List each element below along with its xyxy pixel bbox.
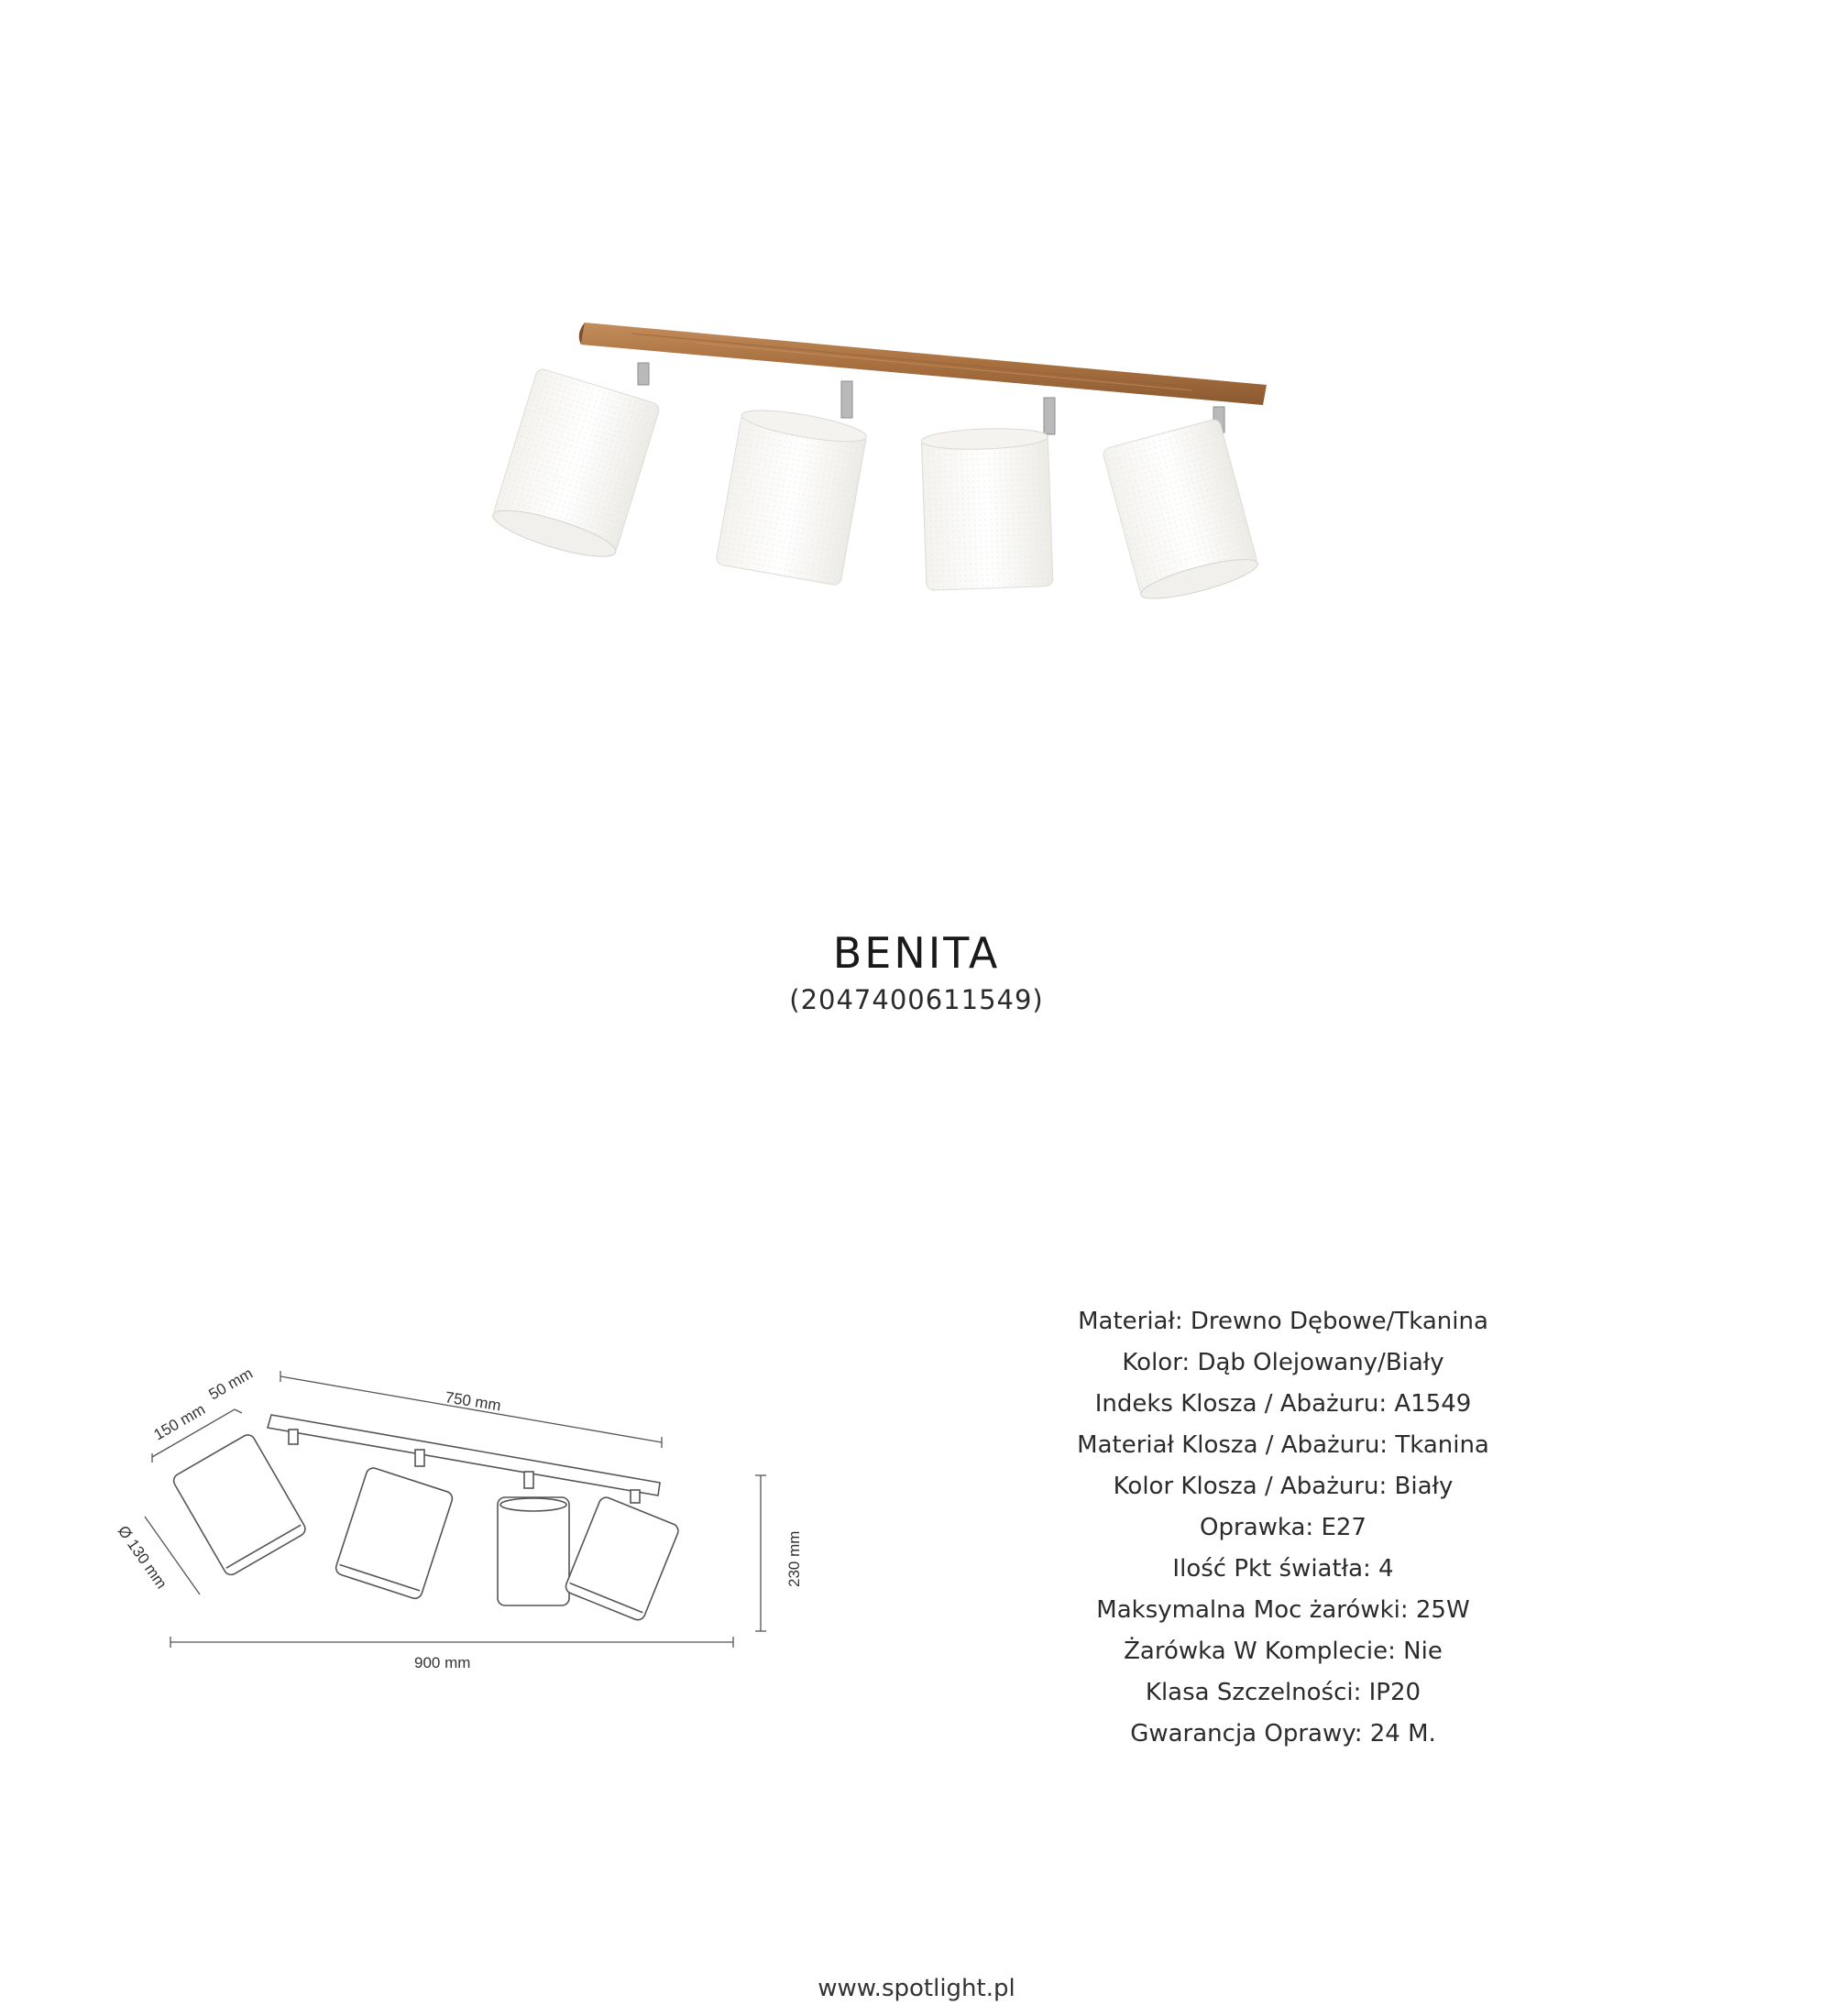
dim-750-label: 750 mm: [444, 1388, 503, 1415]
dim-50-label: 50 mm: [205, 1364, 257, 1404]
lamp-shade-1: [489, 367, 661, 565]
dim-230-label: 230 mm: [785, 1530, 803, 1587]
spec-shade-color: Kolor Klosza / Abażuru: Biały: [1113, 1473, 1454, 1500]
drawing-shade-4: [564, 1496, 680, 1622]
spec-warranty: Gwarancja Oprawy: 24 M.: [1130, 1720, 1436, 1748]
drawing-shade-2: [335, 1466, 455, 1600]
dim-130-label: Ø 130 mm: [114, 1522, 170, 1593]
spec-shade-index: Indeks Klosza / Abażuru: A1549: [1094, 1390, 1472, 1418]
spec-shade-material: Materiał Klosza / Abażuru: Tkanina: [1077, 1431, 1489, 1459]
footer-url: www.spotlight.pl: [818, 1975, 1015, 2002]
lamp-shade-3: [921, 427, 1053, 591]
spec-light-points: Ilość Pkt światła: 4: [1172, 1555, 1394, 1583]
drawing-shade-1: [171, 1432, 308, 1577]
spec-list: [1008, 1301, 1558, 1755]
product-heading: [0, 926, 1833, 1015]
drawing-shade-3: [498, 1497, 569, 1605]
lamp-shade-4: [1102, 418, 1260, 606]
lamp-shade-2: [716, 404, 869, 586]
product-title: BENITA: [832, 928, 1001, 978]
product-photo: [477, 302, 1356, 614]
spec-max-power: Maksymalna Moc żarówki: 25W: [1096, 1596, 1470, 1624]
dim-900-label: 900 mm: [414, 1654, 471, 1671]
drawing-bar: [268, 1415, 660, 1496]
spec-bulb-included: Żarówka W Komplecie: Nie: [1124, 1638, 1443, 1665]
spec-color: Kolor: Dąb Olejowany/Biały: [1122, 1349, 1444, 1376]
dim-150-label: 150 mm: [150, 1400, 209, 1444]
product-code: (2047400611549): [789, 984, 1044, 1015]
dimension-drawing: [101, 1329, 852, 1695]
spec-socket: Oprawka: E27: [1200, 1514, 1367, 1541]
spec-ip-class: Klasa Szczelności: IP20: [1145, 1679, 1421, 1706]
spec-material: Materiał: Drewno Dębowe/Tkanina: [1078, 1308, 1488, 1335]
wooden-bar: [579, 323, 1267, 405]
